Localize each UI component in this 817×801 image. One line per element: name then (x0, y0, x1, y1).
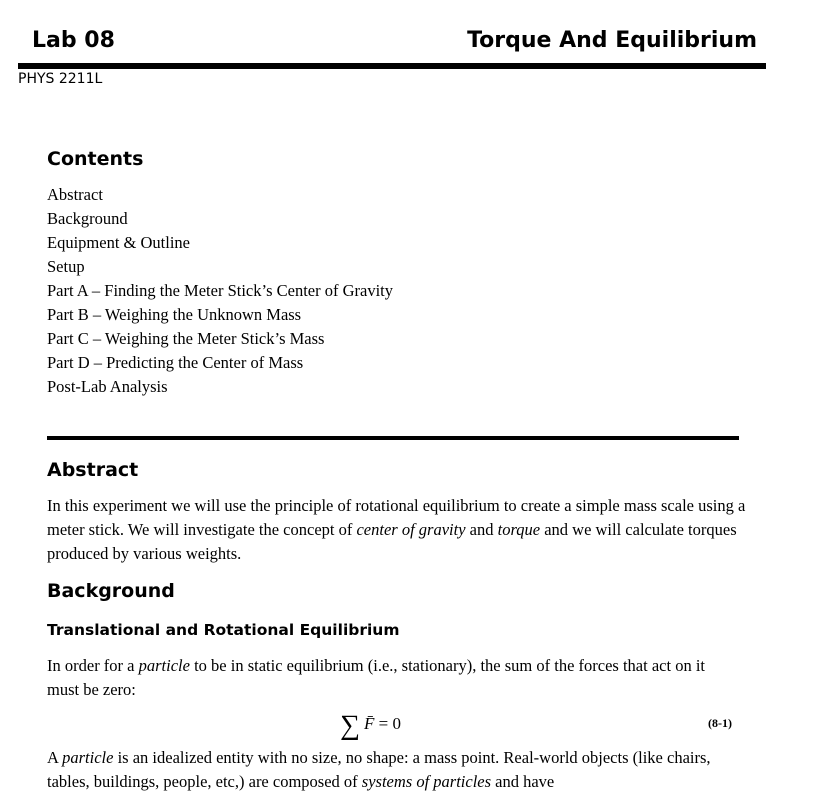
equation-number: (8-1) (708, 716, 732, 730)
force-vector: F̄ (363, 714, 375, 733)
emphasis: torque (497, 520, 541, 539)
background-paragraph-1 (47, 654, 727, 702)
text: and have (491, 772, 555, 791)
text: to be in static equilibrium (i.e., stationary), the sum of the forces that act on it must be zero: (47, 656, 705, 699)
text: and (465, 520, 498, 539)
text: A (47, 748, 63, 767)
equation-rhs: = 0 (374, 714, 401, 733)
toc-item-equipment[interactable]: Equipment & Outline (47, 233, 190, 252)
text: In order for a (47, 656, 139, 675)
text: is an idealized entity with no size, no shape: a mass point. Real-world objects (like chairs, tables, buildings, people, etc,) are composed of (47, 748, 711, 791)
toc-item-part-b[interactable]: Part B – Weighing the Unknown Mass (47, 305, 302, 324)
toc-item-abstract[interactable]: Abstract (47, 185, 103, 204)
course-code: PHYS 2211L (18, 71, 103, 87)
background-heading: Background (47, 580, 175, 602)
toc-item-part-c[interactable]: Part C – Weighing the Meter Stick’s Mass (47, 329, 325, 348)
text: In this experiment we will use the principle of rotational equilibrium to create a simple mass scale using a meter stick. We will investigate the concept of (47, 496, 746, 539)
table-of-contents (47, 183, 393, 399)
toc-item-setup[interactable]: Setup (47, 257, 85, 276)
text: and we will calculate torques produced by various weights. (47, 520, 737, 563)
equilibrium-subheading: Translational and Rotational Equilibrium (47, 621, 400, 639)
equation-8-1 (340, 710, 401, 742)
emphasis: systems of particles (361, 772, 492, 791)
contents-heading: Contents (47, 148, 144, 170)
toc-item-part-a[interactable]: Part A – Finding the Meter Stick’s Center of Gravity (47, 281, 394, 300)
header-divider (18, 63, 766, 69)
abstract-paragraph (47, 494, 747, 566)
abstract-heading: Abstract (47, 459, 139, 481)
emphasis: center of gravity (356, 520, 466, 539)
toc-item-part-d[interactable]: Part D – Predicting the Center of Mass (47, 353, 304, 372)
emphasis: particle (62, 748, 114, 767)
lab-number: Lab 08 (32, 28, 115, 53)
section-divider (47, 436, 739, 440)
toc-item-background[interactable]: Background (47, 209, 128, 228)
sum-symbol: ∑ (340, 710, 360, 741)
emphasis: particle (138, 656, 190, 675)
background-paragraph-2 (47, 746, 737, 794)
toc-item-post-lab[interactable]: Post-Lab Analysis (47, 377, 168, 396)
document-title: Torque And Equilibrium (467, 28, 757, 53)
